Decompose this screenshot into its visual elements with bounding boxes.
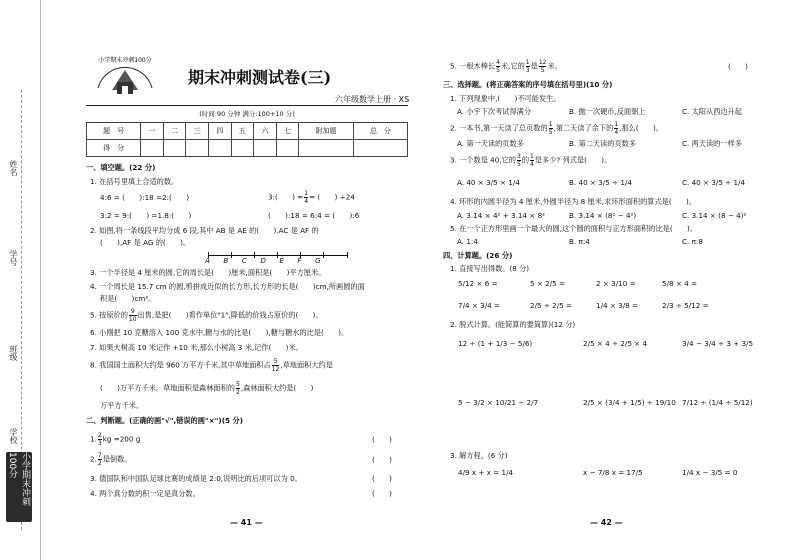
score-cell[interactable]: [163, 140, 186, 157]
q1c: 3:2 = 9:( ) =1.8:( ): [100, 211, 192, 220]
score-table: [86, 122, 408, 157]
k1-item: 5/12 × 6 =: [458, 279, 498, 288]
c3-opt-a[interactable]: A. 40 × 3/5 × 1/4: [457, 178, 520, 187]
k2-item: 2/5 × (3/4 + 1/5) ÷ 19/10: [583, 398, 676, 407]
section-calculation: 四、计算题。(26 分): [443, 251, 513, 260]
fraction: $\frac{5}{2}$: [236, 381, 240, 396]
k1-item: 1/4 × 3/8 =: [596, 301, 639, 310]
q1-text: 1. 在括号里填上合适的数。: [90, 177, 179, 186]
c3-opt-b[interactable]: B. 40 × 3/5 ÷ 1/4: [569, 178, 632, 187]
k1-item: 7/4 × 3/4 =: [458, 301, 501, 310]
score-header: 六: [254, 123, 277, 140]
score-header: 七: [276, 123, 299, 140]
k1-item: 5 × 2/5 =: [530, 279, 566, 288]
q8-line1: 8. 我国国土面积大约是 960 万平方千米,其中草地面积占 $\frac{5}{12}$ ,草地面积大约是: [90, 358, 333, 373]
fraction: $\frac{9}{10}$: [128, 308, 137, 323]
score-cell[interactable]: [141, 140, 164, 157]
fraction: $\frac{1}{4}$: [614, 121, 619, 136]
fraction: $\frac{1}{4}$: [304, 190, 309, 205]
c3: 3. 一个数是 40,它的 $\frac{3}{5}$ 的 $\frac{1}{4}$ 是多少? 列式是( )。: [450, 153, 612, 168]
k3-item: 1/4 x − 3/5 = 0: [682, 468, 738, 477]
fraction: $\frac{12}{5}$: [538, 59, 547, 74]
tf1: 1. $\frac{2}{3}$ kg =200 g: [90, 432, 141, 447]
q1b: 3:( ) = $\frac{1}{4}$ = ( ) ÷24: [268, 190, 355, 205]
tf3-answer[interactable]: ( ): [372, 474, 392, 483]
q1d: ( ):18 = 6:4 = ( ):6: [268, 211, 360, 220]
c1-opt-c[interactable]: C. 太阳从西边升起: [682, 107, 742, 116]
score-header: 附加题: [299, 123, 353, 140]
q6: 6. 小刚把 10 克糖溶入 100 克水中,糖与水的比是( ),糖与糖水的比是( )。: [90, 328, 349, 337]
c5-opt-a[interactable]: A. 1:4: [457, 237, 478, 246]
section-true-false: 二、判断题。(正确的画"√",错误的画"×")(5 分): [86, 416, 243, 425]
score-row-label: 得 分: [87, 140, 141, 157]
score-cell[interactable]: [186, 140, 209, 157]
fraction: $\frac{1}{4}$: [530, 153, 534, 168]
k3-item: 4/9 x + x = 1/4: [458, 468, 514, 477]
tf5-answer[interactable]: ( ): [728, 62, 748, 71]
tf1-answer[interactable]: ( ): [372, 435, 392, 444]
tf4: 4. 两个真分数的积一定是真分数。: [90, 489, 200, 498]
k1-item: 5/8 × 4 =: [662, 279, 698, 288]
score-header: 三: [186, 123, 209, 140]
k1: 1. 直接写出得数。(8 分): [450, 264, 530, 273]
series-badge: 小学期末冲刺100分: [6, 452, 32, 522]
c5-opt-b[interactable]: B. π:4: [569, 237, 590, 246]
logo-text: 小学期末冲刺100分: [98, 57, 152, 64]
tf5: 5. 一根木棒长 $\frac{4}{5}$ 米,它的 $\frac{1}{3}$ 是 $\frac{12}{5}$ 米。: [450, 59, 562, 74]
q5: 5. 按原价的 $\frac{9}{10}$ 出售,是把( )看作单位"1",降低的价钱占原价的( )。: [90, 308, 323, 323]
fraction: $\frac{3}{5}$: [516, 153, 521, 168]
score-cell[interactable]: [231, 140, 254, 157]
tf4-answer[interactable]: ( ): [372, 489, 392, 498]
c2-opt-a[interactable]: A. 第一天读的页数多: [457, 139, 524, 148]
score-header: 总 分: [353, 123, 407, 140]
k2-item: 5 − 3/2 × 10/21 − 2/7: [458, 398, 539, 407]
score-header: 一: [141, 123, 164, 140]
score-header: 二: [163, 123, 186, 140]
q4-line2: 积是( )cm²。: [100, 294, 156, 303]
segment-labels: A B C D E F G: [205, 256, 327, 265]
score-header: 五: [231, 123, 254, 140]
fraction: $\frac{4}{5}$: [496, 59, 500, 74]
q1a: 4:6 = ( ):18 =2:( ): [100, 193, 189, 202]
score-cell[interactable]: [276, 140, 299, 157]
score-cell[interactable]: [209, 140, 232, 157]
page-title: 期末冲刺测试卷(三): [188, 68, 332, 87]
fraction: $\frac{5}{12}$: [271, 358, 280, 373]
q8-line2: ( )万平方千米。草地面积是森林面积的 $\frac{5}{2}$ ,森林面积大约是( ): [100, 381, 314, 396]
section-fill-in: 一、填空题。(22 分): [86, 163, 156, 172]
c4-opt-a[interactable]: A. 3.14 × 4² + 3.14 × 8²: [457, 211, 546, 220]
subtitle: 六年级数学上册 · XS: [335, 95, 410, 104]
c4: 4. 环形的内圆半径为 4 厘米,外圆半径为 8 厘米,求环形面积的算式是( )。: [450, 197, 697, 206]
c2: 2. 一本书,第一天读了总页数的 $\frac{1}{5}$ ,第二天读了余下的 $\frac{1}{4}$ ,那么( )。: [450, 121, 663, 136]
page-number-left: — 41 —: [230, 518, 263, 527]
fraction: $\frac{1}{3}$: [525, 59, 530, 74]
score-header-row: [87, 123, 408, 140]
student-id-label: 学号: [9, 250, 18, 266]
c1-opt-b[interactable]: B. 抛一次硬币,反面朝上: [569, 107, 646, 116]
tf2-answer[interactable]: ( ): [372, 455, 392, 464]
k2-item: 12 ÷ (1 + 1/3 − 5/6): [458, 339, 533, 348]
binding-margin: [0, 0, 41, 560]
school-label: 学校: [9, 428, 18, 444]
k2-item: 7/12 ÷ (1/4 ÷ 5/12): [682, 398, 753, 407]
c1-opt-a[interactable]: A. 小宇下次考试得满分: [457, 107, 532, 116]
k3-item: x − 7/8 x = 17/5: [583, 468, 643, 477]
k2: 2. 脱式计算。(能简算的要简算)(12 分): [450, 320, 576, 329]
q2-line1: 2. 如图,将一条线段平均分成 6 段,其中 AB 是 AE 的( ),AC 是 AF 的: [90, 226, 319, 235]
q7: 7. 如果大树高 10 米记作 +10 米,那么小树高 3 米,记作( )米。: [90, 343, 303, 352]
q3: 3. 一个半径是 4 厘米的圆,它的周长是( )厘米,面积是( )平方厘米。: [90, 268, 326, 277]
section-choice: 三、选择题。(将正确答案的序号填在括号里)(10 分): [443, 80, 613, 89]
score-row: [87, 140, 408, 157]
time-info: (时间:90 分钟 满分:100+10 分): [86, 105, 408, 118]
c4-opt-b[interactable]: B. 3.14 × (8² − 4²): [569, 211, 637, 220]
c1: 1. 下列现象中,( )不可能发生。: [450, 94, 561, 103]
c5: 5. 在一个正方形里画一个最大的圆,这个圆的面积与正方形面积的比是( )。: [450, 224, 698, 233]
name-label: 姓名: [9, 160, 18, 176]
k2-item: 3/4 − 3/4 ÷ 3 + 3/5: [682, 339, 754, 348]
score-cell[interactable]: [254, 140, 277, 157]
page-number-right: — 42 —: [590, 518, 623, 527]
k2-item: 2/5 × 4 ÷ 2/5 × 4: [583, 339, 648, 348]
class-label: 班级: [9, 345, 18, 361]
fraction: $\frac{1}{5}$: [548, 121, 553, 136]
c2-opt-c[interactable]: C. 两天读的一样多: [682, 139, 742, 148]
c3-opt-c[interactable]: C. 40 × 3/5 ÷ 1/4: [682, 178, 746, 187]
c4-opt-c[interactable]: C. 3.14 × (8 − 4)²: [682, 211, 747, 220]
k1-item: 2 × 3/10 =: [596, 279, 636, 288]
k1-item: 2/5 ÷ 2/5 =: [530, 301, 573, 310]
fraction: $\frac{2}{3}$: [97, 432, 102, 447]
score-header: 题 号: [87, 123, 141, 140]
k1-item: 2/3 ÷ 5/12 =: [662, 301, 709, 310]
tf2: 2. $\frac{7}{2}$ 是倒数。: [90, 452, 132, 467]
series-logo-icon: [92, 48, 158, 104]
q2-line2: ( ),AF 是 AG 的( )。: [100, 238, 191, 247]
c5-opt-c[interactable]: C. π:8: [682, 237, 703, 246]
k3: 3. 解方程。(6 分): [450, 451, 508, 460]
score-header: 四: [209, 123, 232, 140]
q4-line1: 4. 一个周长是 15.7 cm 的圆,剪拼成近似的长方形,长方形的长是( )cm,所画圆的面: [90, 282, 365, 291]
score-cell[interactable]: [299, 140, 353, 157]
c2-opt-b[interactable]: B. 第二天读的页数多: [569, 139, 637, 148]
fraction: $\frac{7}{2}$: [97, 452, 102, 467]
q8-line3: 万平方千米。: [100, 401, 144, 410]
score-cell[interactable]: [353, 140, 407, 157]
tf3: 3. 德国队和中国队足球比赛的成绩是 2:0,说明比的后项可以为 0。: [90, 474, 302, 483]
